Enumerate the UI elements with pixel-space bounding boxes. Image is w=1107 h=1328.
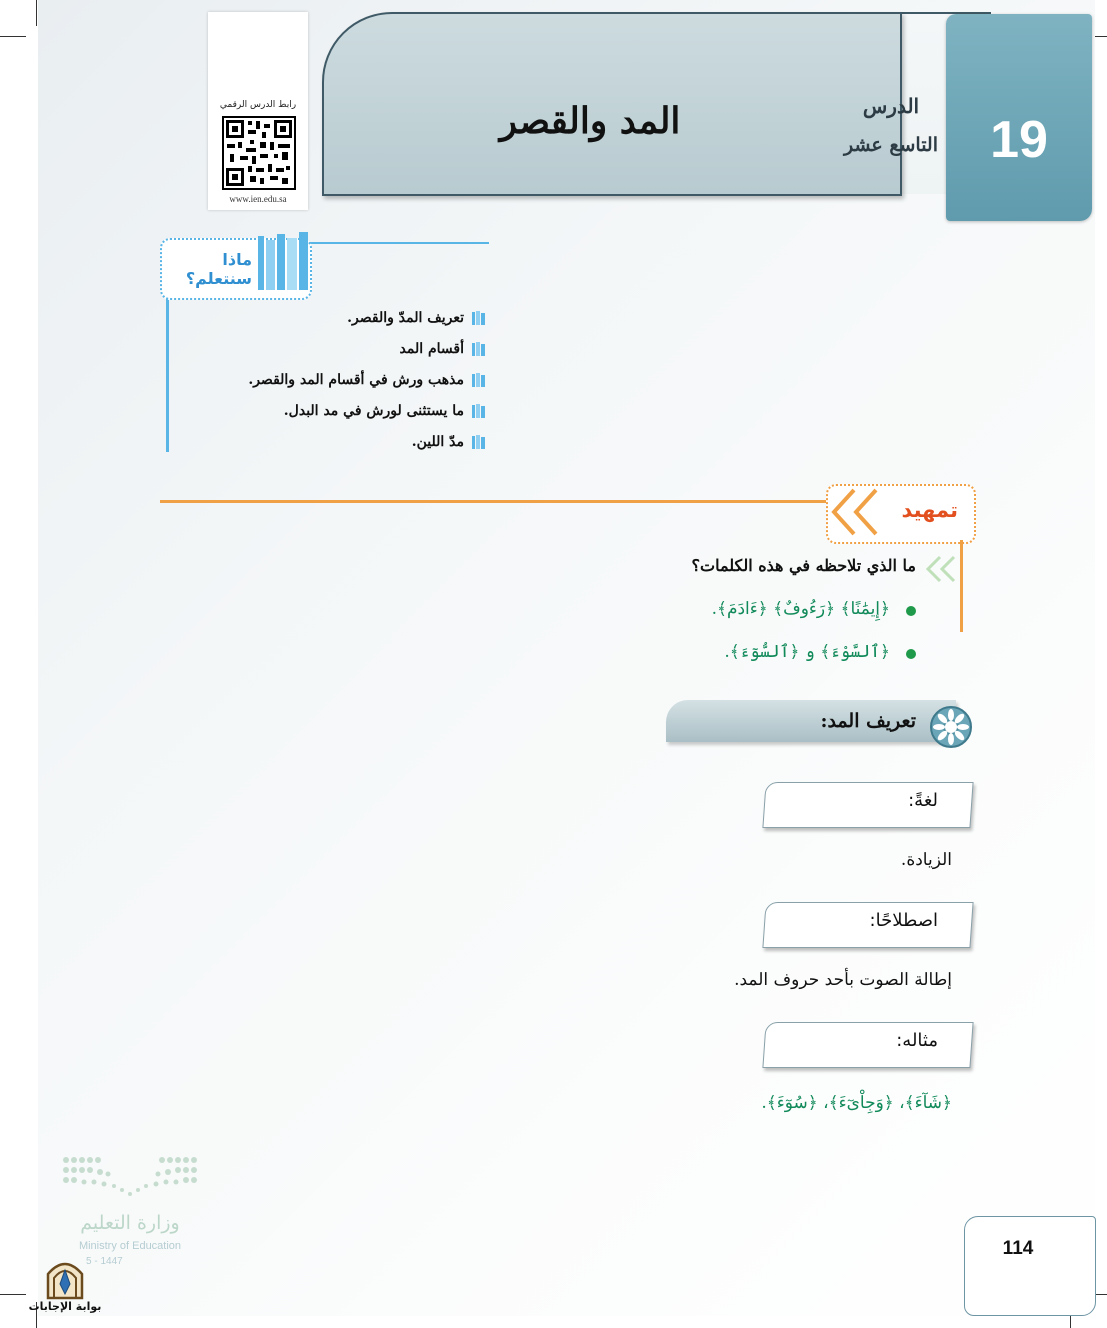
qr-url[interactable]: www.ien.edu.sa <box>229 194 287 204</box>
page-number: 114 <box>1002 1238 1034 1259</box>
objective-text: تعريف المدّ والقصر. <box>347 309 464 326</box>
lesson-ordinal: التاسع عشر <box>843 134 938 156</box>
example-label: مثاله: <box>896 1030 938 1051</box>
objective-text: مذهب ورش في أقسام المد والقصر. <box>248 371 464 388</box>
double-chevron-icon <box>828 486 882 538</box>
page-number-box <box>964 1216 1096 1316</box>
list-item <box>180 426 486 457</box>
ministry-name-arabic: وزارة التعليم <box>80 1212 180 1234</box>
istilahan-label: اصطلاحًا: <box>869 910 938 931</box>
flower-ornament-icon <box>928 704 974 750</box>
crop-mark <box>36 0 37 26</box>
list-item <box>180 302 486 333</box>
list-item <box>180 395 486 426</box>
objectives-list <box>180 302 486 457</box>
bullet-dot <box>906 606 916 616</box>
ministry-logo-icon <box>60 1154 200 1200</box>
ministry-name-english: Ministry of Education <box>78 1240 182 1252</box>
crop-mark <box>0 36 26 37</box>
lesson-number: 19 <box>990 111 1048 169</box>
book-bullet-icon <box>472 311 486 325</box>
lesson-number-box <box>946 14 1092 221</box>
intro-side-line <box>960 540 963 632</box>
objectives-heading <box>172 250 252 288</box>
edition-year: 5 - 1447 <box>86 1256 123 1267</box>
intro-example-1: ﴿إِيمَٰنًا﴾ ﴿رَءُوفٌ﴾ ﴿ءَادَمَ﴾. <box>711 599 890 619</box>
books-icon <box>258 232 310 290</box>
lesson-word: الدرس <box>862 94 920 118</box>
book-bullet-icon <box>472 435 486 449</box>
book-bullet-icon <box>472 373 486 387</box>
crop-mark <box>0 1294 26 1295</box>
list-item <box>180 333 486 364</box>
bullet-dot <box>906 649 916 659</box>
lesson-title: المد والقصر <box>499 100 681 142</box>
qr-caption: رابط الدرس الرقمي <box>219 100 297 110</box>
intro-divider <box>160 500 840 503</box>
question-chevron-icon <box>924 554 960 584</box>
book-bullet-icon <box>472 404 486 418</box>
qr-card <box>208 12 308 210</box>
book-bullet-icon <box>472 342 486 356</box>
watermark-logo-icon <box>44 1254 86 1300</box>
objectives-heading-line2: سنتعلم؟ <box>185 269 252 288</box>
watermark-text: بوابة الإجابات <box>28 1300 102 1313</box>
lughatan-text: الزيادة. <box>900 850 952 870</box>
objective-text: مدّ اللين. <box>411 433 464 450</box>
objective-text: ما يستثنى لورش في مد البدل. <box>283 402 464 419</box>
list-item <box>180 364 486 395</box>
objective-text: أقسام المد <box>399 340 464 357</box>
intro-example-2: ﴿ٱلسَّوْءَ﴾ و ﴿ٱلسُّوٓءَ﴾. <box>724 642 890 662</box>
istilahan-text: إطالة الصوت بأحد حروف المد. <box>734 970 952 990</box>
lughatan-label: لغةً: <box>908 790 938 811</box>
intro-label: تمهيد <box>901 498 958 522</box>
objectives-heading-line1: ماذا <box>222 250 252 269</box>
definition-heading: تعريف المد: <box>820 710 916 732</box>
qr-code[interactable] <box>222 116 296 190</box>
example-text: ﴿شَآءَ﴾، ﴿وَجِاْىٓءَ﴾، ﴿سُوٓءَ﴾. <box>761 1093 952 1113</box>
intro-question: ما الذي تلاحظه في هذه الكلمات؟ <box>691 556 916 575</box>
